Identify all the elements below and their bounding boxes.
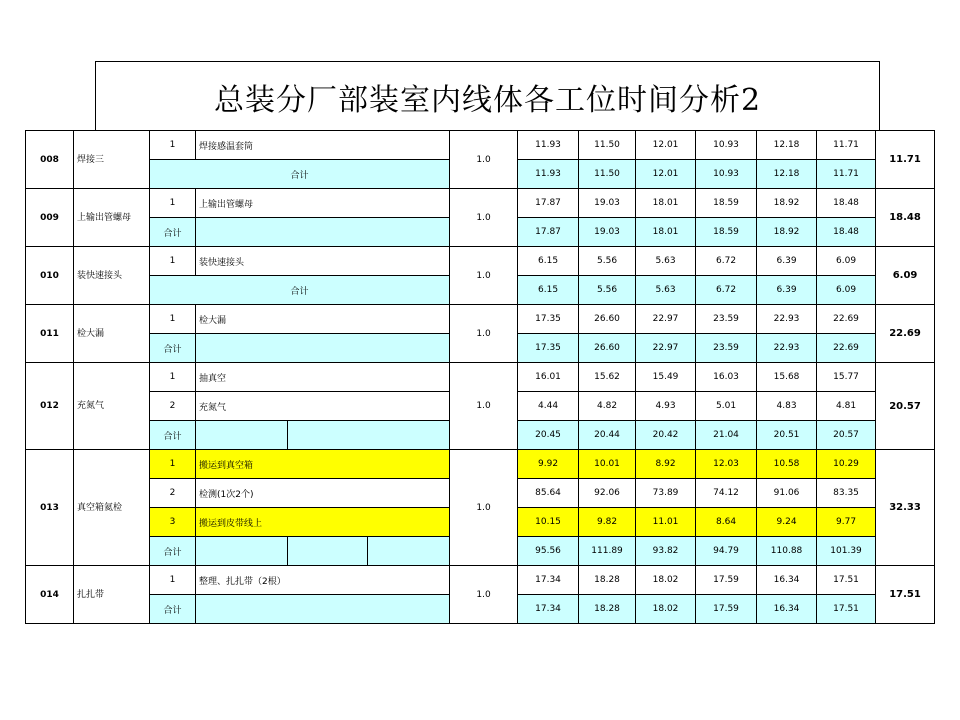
step-name: 搬运到真空箱	[196, 450, 450, 479]
step-name: 检测(1次2个)	[196, 479, 450, 508]
time-value: 11.93	[518, 131, 579, 160]
station-average: 18.48	[876, 189, 935, 247]
table-row	[26, 566, 935, 595]
station-code: 011	[26, 305, 74, 363]
total-value: 20.44	[579, 421, 636, 450]
time-value: 18.48	[817, 189, 876, 218]
time-value: 22.97	[636, 305, 696, 334]
time-value: 8.64	[696, 508, 757, 537]
time-value: 9.77	[817, 508, 876, 537]
time-value: 18.28	[579, 566, 636, 595]
total-value: 17.87	[518, 218, 579, 247]
step-name: 装快速接头	[196, 247, 450, 276]
time-value: 8.92	[636, 450, 696, 479]
total-value: 110.88	[757, 537, 817, 566]
time-value: 10.29	[817, 450, 876, 479]
station-name: 扎扎带	[74, 566, 150, 624]
total-value: 17.34	[518, 595, 579, 624]
speed-factor: 1.0	[450, 305, 518, 363]
time-value: 15.62	[579, 363, 636, 392]
time-value: 92.06	[579, 479, 636, 508]
total-value: 20.57	[817, 421, 876, 450]
time-value: 91.06	[757, 479, 817, 508]
station-average: 32.33	[876, 450, 935, 566]
total-label: 合计	[150, 276, 450, 305]
total-value: 6.15	[518, 276, 579, 305]
step-number: 1	[150, 247, 196, 276]
station-code: 012	[26, 363, 74, 450]
time-value: 16.01	[518, 363, 579, 392]
time-value: 15.77	[817, 363, 876, 392]
table-row	[26, 363, 935, 392]
time-value: 5.01	[696, 392, 757, 421]
speed-factor: 1.0	[450, 247, 518, 305]
step-number: 1	[150, 131, 196, 160]
time-value: 18.01	[636, 189, 696, 218]
time-value: 18.59	[696, 189, 757, 218]
time-value: 11.50	[579, 131, 636, 160]
time-value: 12.01	[636, 131, 696, 160]
total-value: 101.39	[817, 537, 876, 566]
total-value: 20.42	[636, 421, 696, 450]
station-code: 013	[26, 450, 74, 566]
table-row	[26, 450, 935, 479]
time-value: 18.02	[636, 566, 696, 595]
time-value: 12.18	[757, 131, 817, 160]
total-value: 23.59	[696, 334, 757, 363]
total-value: 11.93	[518, 160, 579, 189]
total-value: 20.45	[518, 421, 579, 450]
speed-factor: 1.0	[450, 566, 518, 624]
time-value: 9.92	[518, 450, 579, 479]
station-name: 充氮气	[74, 363, 150, 450]
total-value: 6.39	[757, 276, 817, 305]
station-code: 014	[26, 566, 74, 624]
time-value: 15.68	[757, 363, 817, 392]
speed-factor: 1.0	[450, 131, 518, 189]
station-average: 17.51	[876, 566, 935, 624]
total-value: 11.50	[579, 160, 636, 189]
total-value: 16.34	[757, 595, 817, 624]
total-value: 5.56	[579, 276, 636, 305]
total-value: 95.56	[518, 537, 579, 566]
time-value: 5.63	[636, 247, 696, 276]
step-number: 1	[150, 305, 196, 334]
time-value: 10.93	[696, 131, 757, 160]
time-value: 5.56	[579, 247, 636, 276]
time-value: 26.60	[579, 305, 636, 334]
step-name: 搬运到皮带线上	[196, 508, 450, 537]
table-row	[26, 247, 935, 276]
time-value: 4.83	[757, 392, 817, 421]
time-value: 12.03	[696, 450, 757, 479]
total-blank	[196, 421, 288, 450]
total-blank	[196, 537, 288, 566]
time-value: 17.34	[518, 566, 579, 595]
speed-factor: 1.0	[450, 363, 518, 450]
title-box	[95, 61, 880, 131]
total-blank	[196, 218, 450, 247]
time-value: 10.15	[518, 508, 579, 537]
station-name: 装快速接头	[74, 247, 150, 305]
time-value: 4.82	[579, 392, 636, 421]
time-value: 73.89	[636, 479, 696, 508]
time-value: 10.58	[757, 450, 817, 479]
station-code: 008	[26, 131, 74, 189]
time-value: 11.71	[817, 131, 876, 160]
time-value: 9.24	[757, 508, 817, 537]
total-value: 11.71	[817, 160, 876, 189]
total-value: 19.03	[579, 218, 636, 247]
total-value: 22.93	[757, 334, 817, 363]
time-value: 83.35	[817, 479, 876, 508]
total-value: 111.89	[579, 537, 636, 566]
total-label: 合计	[150, 595, 196, 624]
total-value: 94.79	[696, 537, 757, 566]
total-blank	[196, 334, 450, 363]
time-value: 6.15	[518, 247, 579, 276]
time-value: 16.34	[757, 566, 817, 595]
total-value: 17.51	[817, 595, 876, 624]
total-blank	[196, 595, 450, 624]
time-value: 6.09	[817, 247, 876, 276]
speed-factor: 1.0	[450, 450, 518, 566]
step-name: 抽真空	[196, 363, 450, 392]
step-number: 1	[150, 189, 196, 218]
total-label: 合计	[150, 160, 450, 189]
time-value: 22.93	[757, 305, 817, 334]
step-number: 1	[150, 450, 196, 479]
page-title: 总装分厂部装室内线体各工位时间分析2	[213, 82, 762, 118]
table-body	[26, 131, 935, 624]
time-value: 17.59	[696, 566, 757, 595]
time-value: 4.44	[518, 392, 579, 421]
time-value: 6.39	[757, 247, 817, 276]
station-name: 上输出管螺母	[74, 189, 150, 247]
station-name: 焊接三	[74, 131, 150, 189]
total-label: 合计	[150, 218, 196, 247]
table-row	[26, 305, 935, 334]
total-label: 合计	[150, 334, 196, 363]
total-blank	[288, 537, 368, 566]
station-code: 010	[26, 247, 74, 305]
time-value: 74.12	[696, 479, 757, 508]
total-value: 21.04	[696, 421, 757, 450]
step-number: 1	[150, 363, 196, 392]
total-value: 6.09	[817, 276, 876, 305]
total-value: 20.51	[757, 421, 817, 450]
total-value: 10.93	[696, 160, 757, 189]
step-name: 上输出管螺母	[196, 189, 450, 218]
station-code: 009	[26, 189, 74, 247]
time-value: 4.93	[636, 392, 696, 421]
total-value: 18.48	[817, 218, 876, 247]
station-average: 11.71	[876, 131, 935, 189]
time-value: 11.01	[636, 508, 696, 537]
total-value: 18.28	[579, 595, 636, 624]
step-number: 2	[150, 392, 196, 421]
table-row	[26, 131, 935, 160]
table-row	[26, 189, 935, 218]
time-analysis-table-wrap	[25, 130, 935, 624]
time-analysis-table	[25, 130, 935, 624]
time-value: 16.03	[696, 363, 757, 392]
total-value: 5.63	[636, 276, 696, 305]
time-value: 22.69	[817, 305, 876, 334]
station-name: 检大漏	[74, 305, 150, 363]
speed-factor: 1.0	[450, 189, 518, 247]
total-blank	[368, 537, 450, 566]
total-value: 12.01	[636, 160, 696, 189]
total-value: 26.60	[579, 334, 636, 363]
station-name: 真空箱氦检	[74, 450, 150, 566]
total-value: 93.82	[636, 537, 696, 566]
time-value: 6.72	[696, 247, 757, 276]
step-name: 充氮气	[196, 392, 450, 421]
time-value: 17.35	[518, 305, 579, 334]
total-value: 18.02	[636, 595, 696, 624]
total-value: 18.01	[636, 218, 696, 247]
step-name: 检大漏	[196, 305, 450, 334]
total-label: 合计	[150, 421, 196, 450]
station-average: 22.69	[876, 305, 935, 363]
total-value: 18.92	[757, 218, 817, 247]
time-value: 15.49	[636, 363, 696, 392]
station-average: 6.09	[876, 247, 935, 305]
step-number: 1	[150, 566, 196, 595]
total-value: 17.35	[518, 334, 579, 363]
time-value: 17.87	[518, 189, 579, 218]
time-value: 9.82	[579, 508, 636, 537]
total-value: 6.72	[696, 276, 757, 305]
step-name: 整理、扎扎带（2根）	[196, 566, 450, 595]
station-average: 20.57	[876, 363, 935, 450]
time-value: 23.59	[696, 305, 757, 334]
time-value: 18.92	[757, 189, 817, 218]
total-blank	[288, 421, 450, 450]
total-value: 22.97	[636, 334, 696, 363]
total-value: 22.69	[817, 334, 876, 363]
time-value: 85.64	[518, 479, 579, 508]
time-value: 19.03	[579, 189, 636, 218]
time-value: 17.51	[817, 566, 876, 595]
step-name: 焊接感温套筒	[196, 131, 450, 160]
step-number: 3	[150, 508, 196, 537]
total-value: 18.59	[696, 218, 757, 247]
total-value: 12.18	[757, 160, 817, 189]
total-value: 17.59	[696, 595, 757, 624]
time-value: 10.01	[579, 450, 636, 479]
total-label: 合计	[150, 537, 196, 566]
step-number: 2	[150, 479, 196, 508]
time-value: 4.81	[817, 392, 876, 421]
